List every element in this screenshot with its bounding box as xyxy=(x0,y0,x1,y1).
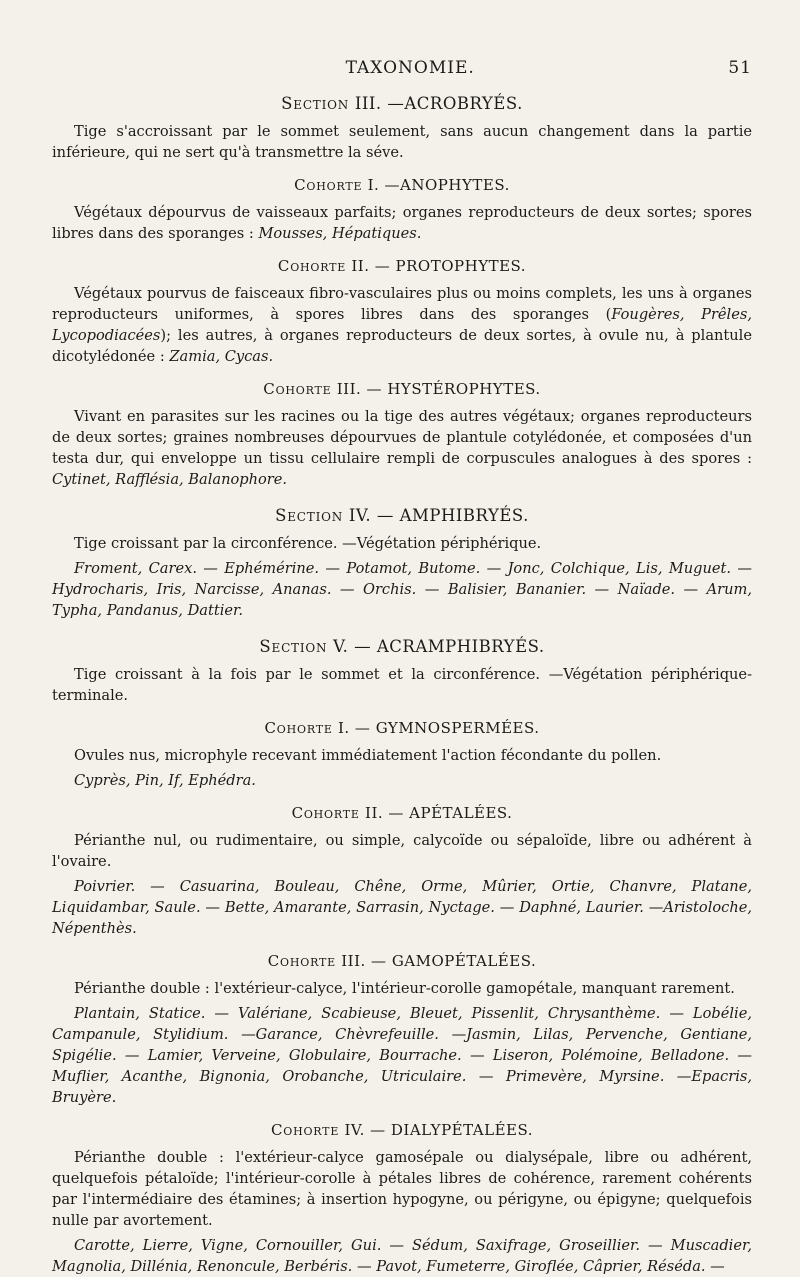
paragraph-text: Tige s'accroissant par le sommet seulement, sans aucun changement dans la partie inférieure, qui ne sert qu'à transmettre la séve. xyxy=(52,123,752,161)
paragraph xyxy=(52,283,752,367)
paragraph-text: Vivant en parasites sur les racines ou la tige des autres végétaux; organes reproducteurs de deux sortes; graines nombreuses dépourvues de plantule cotylédonée, et composées d'un testa dur, qui enveloppe un tissu cellulaire rempli de corpuscules analogues à des spores : xyxy=(52,408,752,467)
cohort-heading xyxy=(52,719,752,737)
heading-label: Cohorte xyxy=(294,176,363,194)
paragraph-italic-text: Zamia, Cycas. xyxy=(169,348,274,365)
running-head xyxy=(52,58,752,78)
paragraph xyxy=(52,664,752,706)
heading-text: III. — GAMOPÉTALÉES. xyxy=(341,952,537,970)
heading-text: V. — ACRAMPHIBRYÉS. xyxy=(333,637,545,656)
paragraph-text: Périanthe double : l'extérieur-calyce, l'intérieur-corolle gamopétale, manquant rarement. xyxy=(74,980,735,997)
heading-label: Section xyxy=(275,506,344,525)
plant-list-text: Plantain, Statice. — Valériane, Scabieuse, Bleuet, Pissenlit, Chrysanthème. — Lobélie, Campanule, Stylidium. —Garance, Chèvrefeuille. —Jasmin, Lilas, Pervenche, Gentiane, Spigélie. — Lamier, Verveine, Globulaire, Bourrache. — Liseron, Polémoine, Belladone. — Muflier, Acanthe, Bignonia, Orobanche, Utriculaire. — Primevère, Myrsine. —Epacris, Bruyère. xyxy=(52,1005,752,1106)
heading-label: Cohorte xyxy=(277,257,347,275)
plant-list xyxy=(52,558,752,621)
plant-list-text: Poivrier. — Casuarina, Bouleau, Chêne, Orme, Mûrier, Ortie, Chanvre, Platane, Liquidambar, Saule. — Bette, Amarante, Sarrasin, Nyctage. — Daphné, Laurier. —Aristoloche, Népenthès. xyxy=(52,878,752,937)
paragraph xyxy=(52,406,752,490)
section-heading xyxy=(52,506,752,525)
heading-label: Cohorte xyxy=(263,380,332,398)
cohort-heading xyxy=(52,1121,752,1139)
paragraph-italic-text: Cytinet, Rafflésia, Balanophore. xyxy=(52,471,288,488)
heading-text: I. —ANOPHYTES. xyxy=(367,176,510,194)
cohort-heading xyxy=(52,380,752,398)
paragraph xyxy=(52,830,752,872)
paragraph-text: Périanthe nul, ou rudimentaire, ou simple, calycoïde ou sépaloïde, libre ou adhérent à l'ovaire. xyxy=(52,832,752,870)
plant-list-text: Froment, Carex. — Ephémérine. — Potamot, Butome. — Jonc, Colchique, Lis, Muguet. — Hydrocharis, Iris, Narcisse, Ananas. — Orchis. — Balisier, Bananier. — Naïade. — Arum, Typha, Pandanus, Dattier. xyxy=(52,560,752,619)
cohort-heading xyxy=(52,176,752,194)
section-heading xyxy=(52,637,752,656)
paragraph xyxy=(52,121,752,163)
heading-label: Cohorte xyxy=(291,804,360,822)
cohort-heading xyxy=(52,952,752,970)
heading-text: IV. — DIALYPÉTALÉES. xyxy=(344,1121,533,1139)
plant-list xyxy=(52,876,752,939)
paragraph-text: Ovules nus, microphyle recevant immédiatement l'action fécondante du pollen. xyxy=(74,747,662,764)
paragraph-text: ); les autres, à organes reproducteurs de deux sortes, à ovule nu, à plantule dicotylédonée : xyxy=(52,327,752,365)
heading-text: II. — APÉTALÉES. xyxy=(365,804,513,822)
heading-label: Cohorte xyxy=(264,719,333,737)
paragraph-italic-text: Fougères, Prêles, Lycopodiacées xyxy=(52,306,752,344)
paragraph xyxy=(52,1147,752,1231)
heading-text: III. — HYSTÉROPHYTES. xyxy=(336,380,541,398)
heading-text: III. —ACROBRYÉS. xyxy=(354,94,523,113)
paragraph-text: Tige croissant par la circonférence. —Végétation périphérique. xyxy=(74,535,542,552)
paragraph-text: Végétaux dépourvus de vaisseaux parfaits; organes reproducteurs de deux sortes; spores libres dans des sporanges : xyxy=(52,204,752,242)
heading-label: Section xyxy=(281,94,350,113)
cohort-heading xyxy=(52,804,752,822)
paragraph xyxy=(52,202,752,244)
plant-list xyxy=(52,1003,752,1108)
plant-list-text: Cyprès, Pin, If, Ephédra. xyxy=(74,772,256,789)
plant-list-text: Carotte, Lierre, Vigne, Cornouiller, Gui. — Sédum, Saxifrage, Groseillier. — Muscadier, Magnolia, Dillénia, Renoncule, Berbéris. — Pavot, Fumeterre, Giroflée, Câprier, Réséda. — xyxy=(52,1237,752,1275)
cohort-heading xyxy=(52,257,752,275)
paragraph-italic-text: Mousses, Hépatiques. xyxy=(258,225,422,242)
heading-label: Cohorte xyxy=(270,1121,340,1139)
heading-text: I. — GYMNOSPERMÉES. xyxy=(337,719,540,737)
paragraph-text: Tige croissant à la fois par le sommet et la circonférence. —Végétation périphérique-terminale. xyxy=(52,666,752,704)
paragraph xyxy=(52,978,752,999)
plant-list xyxy=(52,770,752,791)
heading-label: Cohorte xyxy=(267,952,336,970)
running-title: TAXONOMIE. xyxy=(345,58,475,78)
heading-label: Section xyxy=(259,637,328,656)
section-heading xyxy=(52,94,752,113)
paragraph xyxy=(52,533,752,554)
heading-text: IV. — AMPHIBRYÉS. xyxy=(348,506,529,525)
paragraph xyxy=(52,745,752,766)
plant-list xyxy=(52,1235,752,1277)
paragraph-text: Périanthe double : l'extérieur-calyce gamosépale ou dialysépale, libre ou adhérent, quelquefois pétaloïde; l'intérieur-corolle à pétales libres de cohérence, rarement cohérents par l'intermédiaire des étamines; à insertion hypogyne, ou périgyne, ou épigyne; quelquefois nulle par avortement. xyxy=(52,1149,752,1229)
page-number: 51 xyxy=(728,58,752,78)
page-body xyxy=(52,94,752,1277)
heading-text: II. — PROTOPHYTES. xyxy=(351,257,527,275)
paragraph-text: Végétaux pourvus de faisceaux fibro-vasculaires plus ou moins complets, les uns à organes reproducteurs uniformes, à spores libres dans des sporanges ( xyxy=(52,285,752,323)
